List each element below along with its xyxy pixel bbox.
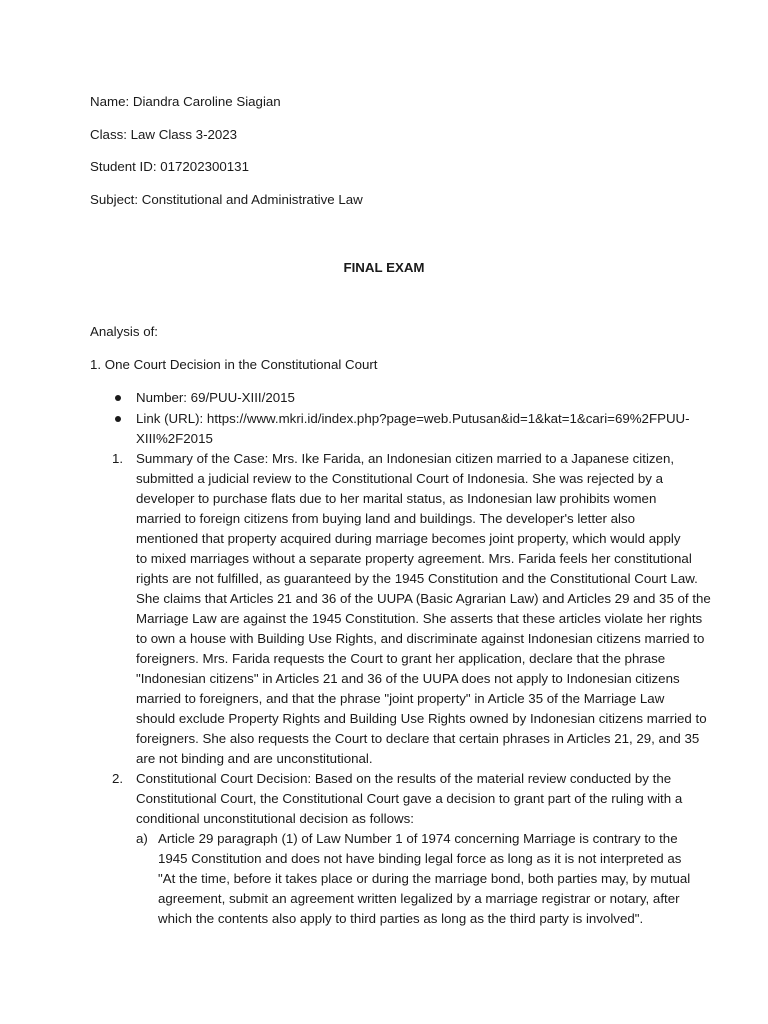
paragraph-line: married to foreign citizens from buying land and buildings. The developer's letter also	[136, 511, 635, 526]
document-title: FINAL EXAM	[343, 260, 425, 275]
paragraph-line: to own a house with Building Use Rights, and discriminate against Indonesian citizens married to	[136, 631, 705, 646]
paragraph-line: rights are not fulfilled, as guaranteed by the 1945 Constitution and the Constitutional Court Law.	[136, 571, 698, 586]
paragraph-line: agreement, submit an agreement written legalized by a marriage registrar or notary, after	[158, 891, 680, 906]
student-class: Class: Law Class 3-2023	[90, 127, 238, 142]
paragraph-line: foreigners. She also requests the Court to declare that certain phrases in Articles 21, 29, and 35	[136, 731, 700, 746]
paragraph-line: are not binding and are unconstitutional.	[136, 751, 373, 766]
paragraph-line: foreigners. Mrs. Farida requests the Court to grant her application, declare that the phrase	[136, 651, 666, 666]
bullet-item-link	[136, 409, 690, 449]
paragraph-line: She claims that Articles 21 and 36 of the UUPA (Basic Agrarian Law) and Articles 29 and 35 of the	[136, 591, 711, 606]
paragraph-line: 1945 Constitution and does not have binding legal force as long as it is not interpreted as	[158, 851, 682, 866]
bullet-icon	[115, 395, 121, 401]
paragraph-line: should exclude Property Rights and Building Use Rights owned by Indonesian citizens married to	[136, 711, 707, 726]
paragraph-line: "Indonesian citizens" in Articles 21 and 36 of the UUPA does not apply to Indonesian citizens	[136, 671, 680, 686]
bullet-item-number	[136, 388, 295, 408]
list-marker: a)	[136, 831, 148, 846]
link-url-line[interactable]: Link (URL): https://www.mkri.id/index.php?page=web.Putusan&id=1&kat=1&cari=69%2FPUU-	[136, 411, 690, 426]
paragraph-line: Article 29 paragraph (1) of Law Number 1 of 1974 concerning Marriage is contrary to the	[158, 831, 678, 846]
analysis-heading: Analysis of:	[90, 324, 158, 339]
paragraph-line: developer to purchase flats due to her marital status, as Indonesian law prohibits women	[136, 491, 657, 506]
list-marker: 1.	[112, 451, 124, 466]
paragraph-line: "At the time, before it takes place or during the marriage bond, both parties may, by mutual	[158, 871, 691, 886]
subject: Subject: Constitutional and Administrative Law	[90, 192, 363, 207]
numbered-item-decision	[136, 769, 682, 829]
paragraph-line: to mixed marriages without a separate property agreement. Mrs. Farida feels her constitutional	[136, 551, 692, 566]
paragraph-line: mentioned that property acquired during marriage becomes joint property, which would apply	[136, 531, 681, 546]
list-marker: 2.	[112, 771, 124, 786]
link-url-line[interactable]: XIII%2F2015	[136, 431, 213, 446]
numbered-item-summary	[136, 449, 711, 769]
student-name: Name: Diandra Caroline Siagian	[90, 94, 281, 109]
bullet-line: Number: 69/PUU-XIII/2015	[136, 390, 295, 405]
paragraph-line: Constitutional Court, the Constitutional Court gave a decision to grant part of the ruling with a	[136, 791, 683, 806]
paragraph-line: Marriage Law are against the 1945 Constitution. She asserts that these articles violate her rights	[136, 611, 703, 626]
paragraph-line: which the contents also apply to third parties as long as the third party is involved".	[158, 911, 644, 926]
paragraph-line: Summary of the Case: Mrs. Ike Farida, an Indonesian citizen married to a Japanese citizen,	[136, 451, 675, 466]
sub-item-article-29	[158, 829, 690, 929]
student-id: Student ID: 017202300131	[90, 159, 249, 174]
paragraph-line: married to foreigners, and that the phrase "joint property" in Article 35 of the Marriage Law	[136, 691, 665, 706]
bullet-icon	[115, 416, 121, 422]
paragraph-line: Constitutional Court Decision: Based on the results of the material review conducted by the	[136, 771, 672, 786]
paragraph-line: submitted a judicial review to the Constitutional Court of Indonesia. She was rejected by a	[136, 471, 663, 486]
paragraph-line: conditional unconstitutional decision as follows:	[136, 811, 414, 826]
section-heading: 1. One Court Decision in the Constitutional Court	[90, 357, 378, 372]
